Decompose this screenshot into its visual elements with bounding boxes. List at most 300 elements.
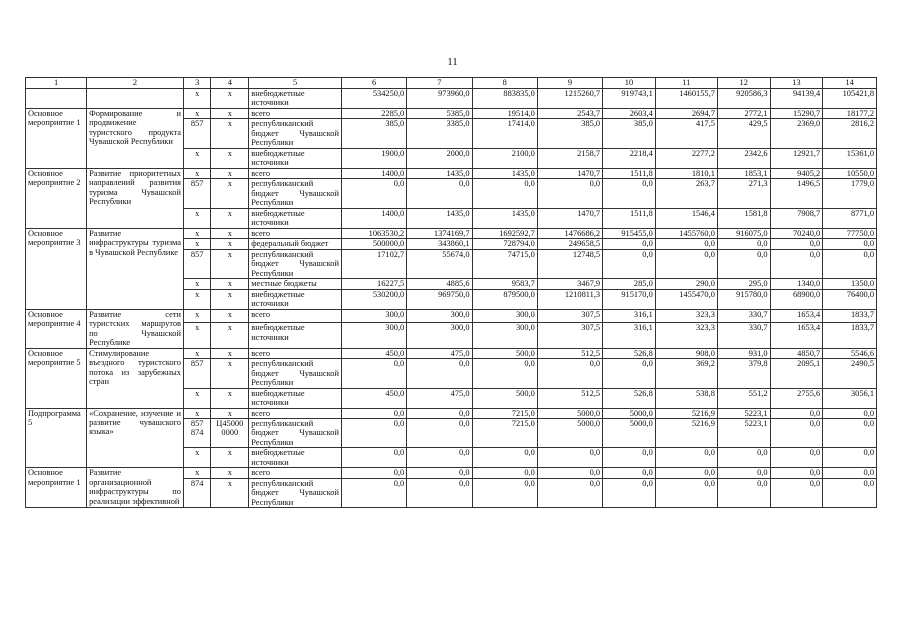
value-cell: 2100,0: [472, 148, 537, 168]
value-cell: 530200,0: [341, 289, 406, 309]
value-cell: 1455760,0: [655, 228, 717, 238]
activity-name-cell: Развитие приоритетных направлений развития туризма Чувашской Республики: [87, 168, 184, 228]
header-cell: 8: [472, 78, 537, 89]
value-cell: 5000,0: [537, 408, 602, 418]
value-cell: 2603,4: [603, 108, 656, 118]
code-cell: х: [211, 208, 249, 228]
value-cell: 2543,7: [537, 108, 602, 118]
activity-title-cell: [26, 89, 87, 109]
value-cell: 16227,5: [341, 279, 406, 289]
code-cell: х: [183, 208, 210, 228]
value-cell: 429,5: [717, 119, 770, 148]
value-cell: 969750,0: [407, 289, 472, 309]
value-cell: 0,0: [407, 179, 472, 208]
code-cell: х: [211, 148, 249, 168]
value-cell: 0,0: [823, 478, 877, 507]
code-cell: х: [211, 289, 249, 309]
funding-source-cell: всего: [249, 348, 342, 358]
funding-source-cell: внебюджетные источники: [249, 323, 342, 349]
value-cell: 15361,0: [823, 148, 877, 168]
code-cell: х: [183, 309, 210, 322]
table-row: [26, 89, 877, 109]
value-cell: 300,0: [407, 323, 472, 349]
value-cell: 68900,0: [770, 289, 823, 309]
value-cell: 0,0: [341, 468, 406, 478]
code-cell: х: [183, 289, 210, 309]
value-cell: 4850,7: [770, 348, 823, 358]
value-cell: 1435,0: [472, 168, 537, 178]
value-cell: 70240,0: [770, 228, 823, 238]
funding-source-cell: местные бюджеты: [249, 279, 342, 289]
value-cell: 19514,0: [472, 108, 537, 118]
value-cell: 0,0: [341, 359, 406, 388]
code-cell: х: [183, 323, 210, 349]
value-cell: 15290,7: [770, 108, 823, 118]
header-cell: 12: [717, 78, 770, 89]
value-cell: 0,0: [823, 448, 877, 468]
value-cell: 512,5: [537, 388, 602, 408]
header-cell: 14: [823, 78, 877, 89]
funding-source-cell: республиканский бюджет Чувашской Республики: [249, 119, 342, 148]
value-cell: 883835,0: [472, 89, 537, 109]
value-cell: 5216,9: [655, 408, 717, 418]
table-row: [26, 309, 877, 322]
value-cell: 74715,0: [472, 249, 537, 278]
funding-source-cell: внебюджетные источники: [249, 448, 342, 468]
value-cell: 1900,0: [341, 148, 406, 168]
value-cell: 316,1: [603, 309, 656, 322]
value-cell: 300,0: [407, 309, 472, 322]
value-cell: 0,0: [472, 179, 537, 208]
code-cell: х: [183, 408, 210, 418]
activity-name-cell: Стимулирование въездного туристского потока из зарубежных стран: [87, 348, 184, 408]
value-cell: 1340,0: [770, 279, 823, 289]
value-cell: 12748,5: [537, 249, 602, 278]
code-cell: х: [183, 348, 210, 358]
activity-name-cell: Развитие инфраструктуры туризма в Чувашской Республике: [87, 228, 184, 309]
value-cell: 0,0: [655, 249, 717, 278]
code-cell: х: [211, 228, 249, 238]
value-cell: 3385,0: [407, 119, 472, 148]
value-cell: 1496,5: [770, 179, 823, 208]
code-cell: х: [211, 309, 249, 322]
value-cell: 0,0: [603, 478, 656, 507]
value-cell: 0,0: [823, 418, 877, 447]
value-cell: 1653,4: [770, 323, 823, 349]
value-cell: 0,0: [770, 478, 823, 507]
value-cell: 0,0: [770, 448, 823, 468]
value-cell: 1400,0: [341, 208, 406, 228]
value-cell: 0,0: [407, 418, 472, 447]
value-cell: 379,8: [717, 359, 770, 388]
header-cell: 5: [249, 78, 342, 89]
value-cell: 2218,4: [603, 148, 656, 168]
value-cell: 0,0: [603, 249, 656, 278]
value-cell: 0,0: [537, 359, 602, 388]
value-cell: 1546,4: [655, 208, 717, 228]
value-cell: 1833,7: [823, 323, 877, 349]
value-cell: 526,8: [603, 388, 656, 408]
page-number: 11: [447, 56, 458, 68]
value-cell: 0,0: [823, 249, 877, 278]
activity-title-cell: Основное мероприятие 5: [26, 348, 87, 408]
value-cell: 0,0: [407, 478, 472, 507]
value-cell: 0,0: [407, 408, 472, 418]
value-cell: 12921,7: [770, 148, 823, 168]
value-cell: 323,3: [655, 323, 717, 349]
value-cell: 0,0: [717, 478, 770, 507]
value-cell: 1063530,2: [341, 228, 406, 238]
value-cell: 369,2: [655, 359, 717, 388]
value-cell: 973960,0: [407, 89, 472, 109]
header-row: [26, 78, 877, 89]
code-cell: х: [183, 388, 210, 408]
code-cell: 874: [183, 478, 210, 507]
value-cell: 1511,8: [603, 208, 656, 228]
funding-source-cell: всего: [249, 408, 342, 418]
value-cell: 1511,8: [603, 168, 656, 178]
value-cell: 2000,0: [407, 148, 472, 168]
value-cell: 5216,9: [655, 418, 717, 447]
value-cell: 1692592,7: [472, 228, 537, 238]
value-cell: 7908,7: [770, 208, 823, 228]
value-cell: 323,3: [655, 309, 717, 322]
code-cell: х: [183, 239, 210, 249]
funding-source-cell: внебюджетные источники: [249, 289, 342, 309]
value-cell: 1435,0: [407, 208, 472, 228]
table-row: [26, 348, 877, 358]
table-row: [26, 468, 877, 478]
value-cell: 0,0: [823, 239, 877, 249]
value-cell: 2772,1: [717, 108, 770, 118]
value-cell: 500,0: [472, 348, 537, 358]
value-cell: 0,0: [472, 359, 537, 388]
value-cell: 5223,1: [717, 418, 770, 447]
value-cell: 1853,1: [717, 168, 770, 178]
value-cell: 55674,0: [407, 249, 472, 278]
code-cell: х: [211, 279, 249, 289]
value-cell: 94139,4: [770, 89, 823, 109]
value-cell: 17102,7: [341, 249, 406, 278]
value-cell: 263,7: [655, 179, 717, 208]
value-cell: 0,0: [655, 239, 717, 249]
header-cell: 4: [211, 78, 249, 89]
value-cell: 931,0: [717, 348, 770, 358]
value-cell: 300,0: [472, 309, 537, 322]
value-cell: 538,8: [655, 388, 717, 408]
header-cell: 7: [407, 78, 472, 89]
value-cell: 285,0: [603, 279, 656, 289]
funding-source-cell: республиканский бюджет Чувашской Республики: [249, 359, 342, 388]
value-cell: 2369,0: [770, 119, 823, 148]
value-cell: 0,0: [770, 249, 823, 278]
value-cell: 1215260,7: [537, 89, 602, 109]
funding-source-cell: внебюджетные источники: [249, 89, 342, 109]
value-cell: 385,0: [537, 119, 602, 148]
value-cell: 728794,0: [472, 239, 537, 249]
value-cell: 2490,5: [823, 359, 877, 388]
value-cell: 2342,6: [717, 148, 770, 168]
activity-title-cell: Основное мероприятие 1: [26, 108, 87, 168]
value-cell: 316,1: [603, 323, 656, 349]
funding-source-cell: всего: [249, 468, 342, 478]
value-cell: 1374169,7: [407, 228, 472, 238]
value-cell: 551,2: [717, 388, 770, 408]
value-cell: 0,0: [717, 239, 770, 249]
value-cell: 450,0: [341, 348, 406, 358]
value-cell: 0,0: [655, 468, 717, 478]
header-cell: 1: [26, 78, 87, 89]
value-cell: 8771,0: [823, 208, 877, 228]
value-cell: 0,0: [717, 468, 770, 478]
activity-name-cell: Развитие сети туристских маршрутов по Чувашской Республике: [87, 309, 184, 348]
code-cell: х: [211, 168, 249, 178]
activity-name-cell: Развитие организационной инфраструктуры по реализации эффективной: [87, 468, 184, 508]
code-cell: х: [211, 359, 249, 388]
code-cell: х: [211, 179, 249, 208]
value-cell: 1435,0: [407, 168, 472, 178]
value-cell: 0,0: [823, 408, 877, 418]
code-cell: х: [211, 408, 249, 418]
value-cell: 105421,8: [823, 89, 877, 109]
value-cell: 307,5: [537, 309, 602, 322]
funding-source-cell: всего: [249, 108, 342, 118]
value-cell: 1476686,2: [537, 228, 602, 238]
code-cell: х: [183, 89, 210, 109]
value-cell: 2285,0: [341, 108, 406, 118]
value-cell: 0,0: [717, 448, 770, 468]
code-cell: х: [211, 323, 249, 349]
value-cell: 4885,6: [407, 279, 472, 289]
value-cell: 5223,1: [717, 408, 770, 418]
value-cell: 1460155,7: [655, 89, 717, 109]
activity-name-cell: [87, 89, 184, 109]
header-cell: 10: [603, 78, 656, 89]
value-cell: 1470,7: [537, 168, 602, 178]
value-cell: 0,0: [341, 408, 406, 418]
value-cell: 919743,1: [603, 89, 656, 109]
code-cell: 857: [183, 249, 210, 278]
value-cell: 5546,6: [823, 348, 877, 358]
value-cell: 0,0: [407, 359, 472, 388]
value-cell: 5000,0: [537, 418, 602, 447]
code-cell: х: [211, 388, 249, 408]
activity-title-cell: Подпрограмма 5: [26, 408, 87, 468]
activity-name-cell: Формирование и продвижение туристского продукта Чувашской Республики: [87, 108, 184, 168]
value-cell: 0,0: [537, 448, 602, 468]
value-cell: 1350,0: [823, 279, 877, 289]
value-cell: 0,0: [341, 418, 406, 447]
code-cell: х: [183, 148, 210, 168]
value-cell: 0,0: [603, 468, 656, 478]
value-cell: 307,5: [537, 323, 602, 349]
value-cell: 450,0: [341, 388, 406, 408]
value-cell: 5000,0: [603, 408, 656, 418]
value-cell: 385,0: [603, 119, 656, 148]
value-cell: 1581,8: [717, 208, 770, 228]
value-cell: 475,0: [407, 348, 472, 358]
value-cell: 1779,0: [823, 179, 877, 208]
value-cell: 343860,1: [407, 239, 472, 249]
value-cell: 916075,0: [717, 228, 770, 238]
code-cell: Ц45000 0000: [211, 418, 249, 447]
value-cell: 915455,0: [603, 228, 656, 238]
value-cell: 879500,0: [472, 289, 537, 309]
value-cell: 0,0: [603, 448, 656, 468]
value-cell: 7215,0: [472, 408, 537, 418]
value-cell: 0,0: [603, 359, 656, 388]
value-cell: 1653,4: [770, 309, 823, 322]
value-cell: 300,0: [472, 323, 537, 349]
code-cell: х: [211, 119, 249, 148]
value-cell: 76400,0: [823, 289, 877, 309]
value-cell: 0,0: [823, 468, 877, 478]
value-cell: 3056,1: [823, 388, 877, 408]
activity-title-cell: Основное мероприятие 3: [26, 228, 87, 309]
activity-title-cell: Основное мероприятие 2: [26, 168, 87, 228]
code-cell: х: [211, 478, 249, 507]
table-row: [26, 408, 877, 418]
value-cell: 300,0: [341, 309, 406, 322]
funding-source-cell: всего: [249, 168, 342, 178]
funding-source-cell: республиканский бюджет Чувашской Республики: [249, 179, 342, 208]
header-cell: 11: [655, 78, 717, 89]
funding-source-cell: республиканский бюджет Чувашской Республики: [249, 418, 342, 447]
value-cell: 5385,0: [407, 108, 472, 118]
value-cell: 915170,0: [603, 289, 656, 309]
value-cell: 500,0: [472, 388, 537, 408]
table-row: [26, 168, 877, 178]
code-cell: х: [211, 239, 249, 249]
value-cell: 0,0: [537, 478, 602, 507]
activity-title-cell: Основное мероприятие 1: [26, 468, 87, 508]
value-cell: 0,0: [341, 448, 406, 468]
code-cell: х: [183, 108, 210, 118]
value-cell: 512,5: [537, 348, 602, 358]
value-cell: 300,0: [341, 323, 406, 349]
code-cell: х: [183, 168, 210, 178]
value-cell: 0,0: [407, 448, 472, 468]
value-cell: 9405,2: [770, 168, 823, 178]
value-cell: 2158,7: [537, 148, 602, 168]
value-cell: 1810,1: [655, 168, 717, 178]
value-cell: 271,3: [717, 179, 770, 208]
value-cell: 475,0: [407, 388, 472, 408]
code-cell: х: [211, 108, 249, 118]
code-cell: х: [183, 279, 210, 289]
header-cell: 2: [87, 78, 184, 89]
code-cell: 857: [183, 119, 210, 148]
funding-source-cell: внебюджетные источники: [249, 148, 342, 168]
value-cell: 920586,3: [717, 89, 770, 109]
funding-source-cell: республиканский бюджет Чувашской Республики: [249, 249, 342, 278]
value-cell: 2277,2: [655, 148, 717, 168]
header-cell: 3: [183, 78, 210, 89]
value-cell: 330,7: [717, 309, 770, 322]
value-cell: 1400,0: [341, 168, 406, 178]
value-cell: 385,0: [341, 119, 406, 148]
code-cell: 857: [183, 359, 210, 388]
funding-source-cell: внебюджетные источники: [249, 388, 342, 408]
value-cell: 7215,0: [472, 418, 537, 447]
value-cell: 77750,0: [823, 228, 877, 238]
header-cell: 6: [341, 78, 406, 89]
value-cell: 10550,0: [823, 168, 877, 178]
code-cell: 857: [183, 179, 210, 208]
code-cell: 857 874: [183, 418, 210, 447]
activity-name-cell: «Сохранение, изучение и развитие чувашского языка»: [87, 408, 184, 468]
value-cell: 0,0: [472, 478, 537, 507]
value-cell: 17414,0: [472, 119, 537, 148]
budget-table: [25, 77, 877, 508]
value-cell: 534250,0: [341, 89, 406, 109]
value-cell: 0,0: [770, 408, 823, 418]
code-cell: х: [183, 448, 210, 468]
value-cell: 915780,0: [717, 289, 770, 309]
value-cell: 290,0: [655, 279, 717, 289]
value-cell: 18177,2: [823, 108, 877, 118]
value-cell: 2694,7: [655, 108, 717, 118]
funding-source-cell: всего: [249, 228, 342, 238]
value-cell: 295,0: [717, 279, 770, 289]
value-cell: 0,0: [603, 239, 656, 249]
value-cell: 1833,7: [823, 309, 877, 322]
activity-title-cell: Основное мероприятие 4: [26, 309, 87, 348]
funding-source-cell: республиканский бюджет Чувашской Республики: [249, 478, 342, 507]
value-cell: 0,0: [472, 448, 537, 468]
value-cell: 2755,6: [770, 388, 823, 408]
value-cell: 2095,1: [770, 359, 823, 388]
value-cell: 0,0: [341, 478, 406, 507]
value-cell: 0,0: [603, 179, 656, 208]
value-cell: 0,0: [472, 468, 537, 478]
value-cell: 9583,7: [472, 279, 537, 289]
funding-source-cell: всего: [249, 309, 342, 322]
value-cell: 526,8: [603, 348, 656, 358]
value-cell: 0,0: [407, 468, 472, 478]
value-cell: 908,0: [655, 348, 717, 358]
value-cell: 1210811,3: [537, 289, 602, 309]
value-cell: 0,0: [537, 179, 602, 208]
funding-source-cell: внебюджетные источники: [249, 208, 342, 228]
code-cell: х: [211, 468, 249, 478]
header-cell: 13: [770, 78, 823, 89]
value-cell: 1470,7: [537, 208, 602, 228]
value-cell: 500000,0: [341, 239, 406, 249]
value-cell: 3467,9: [537, 279, 602, 289]
value-cell: 0,0: [717, 249, 770, 278]
value-cell: 0,0: [770, 418, 823, 447]
value-cell: 249658,5: [537, 239, 602, 249]
table-row: [26, 228, 877, 238]
funding-source-cell: федеральный бюджет: [249, 239, 342, 249]
value-cell: 0,0: [341, 179, 406, 208]
value-cell: 1455470,0: [655, 289, 717, 309]
code-cell: х: [183, 468, 210, 478]
value-cell: 0,0: [655, 478, 717, 507]
value-cell: 1435,0: [472, 208, 537, 228]
header-cell: 9: [537, 78, 602, 89]
code-cell: х: [211, 249, 249, 278]
table-row: [26, 108, 877, 118]
code-cell: х: [211, 448, 249, 468]
value-cell: 417,5: [655, 119, 717, 148]
value-cell: 0,0: [655, 448, 717, 468]
code-cell: х: [183, 228, 210, 238]
value-cell: 330,7: [717, 323, 770, 349]
value-cell: 0,0: [770, 468, 823, 478]
value-cell: 0,0: [770, 239, 823, 249]
